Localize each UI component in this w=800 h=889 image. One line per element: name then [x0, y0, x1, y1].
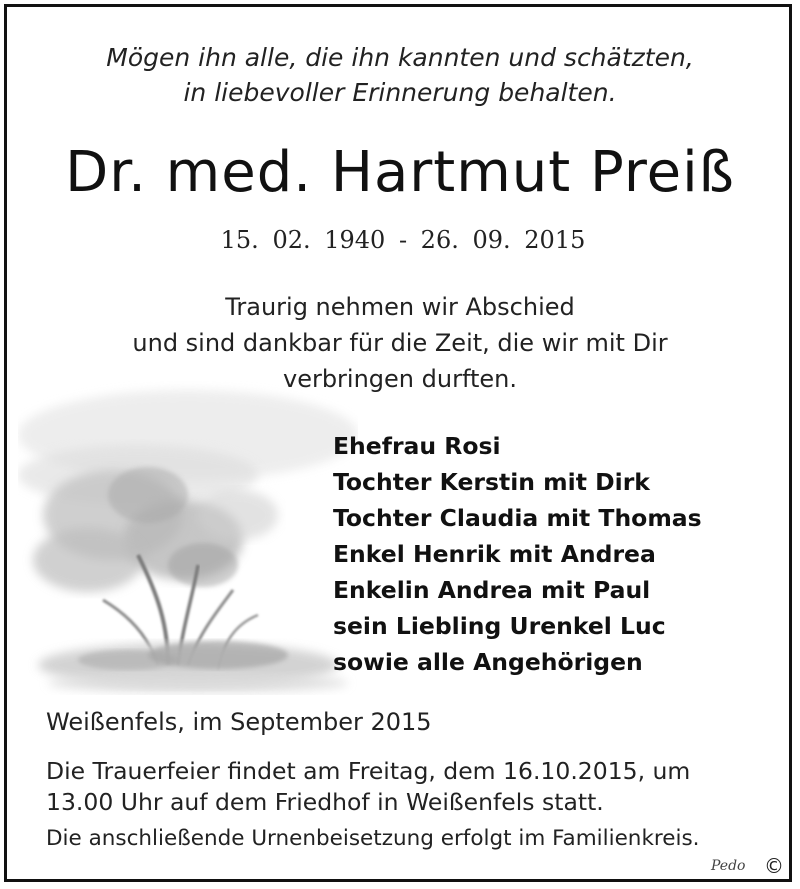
family-list: [333, 428, 702, 680]
life-dates: 15. 02. 1940 - 26. 09. 2015: [220, 226, 586, 254]
memorial-quote-line-2: in liebevoller Erinnerung behalten.: [183, 78, 617, 107]
family-member: sein Liebling Urenkel Luc: [333, 612, 666, 640]
place-and-date: Weißenfels, im September 2015: [46, 708, 432, 736]
farewell-line-3: verbringen durften.: [282, 365, 517, 393]
farewell-line-1: Traurig nehmen wir Abschied: [225, 293, 575, 321]
funeral-info-line-3: Die anschließende Urnenbeisetzung erfolgt im Familienkreis.: [46, 826, 700, 851]
family-member: Enkelin Andrea mit Paul: [333, 576, 651, 604]
funeral-info-line-1: Die Trauerfeier findet am Freitag, dem 16.10.2015, um: [46, 757, 691, 785]
funeral-info-line-2: 13.00 Uhr auf dem Friedhof in Weißenfels statt.: [46, 788, 604, 816]
family-member: sowie alle Angehörigen: [333, 648, 643, 676]
tree-landscape-icon: [18, 365, 358, 705]
family-member: Ehefrau Rosi: [333, 432, 501, 460]
copyright-icon: ©: [764, 854, 784, 878]
memorial-quote-line-1: Mögen ihn alle, die ihn kannten und schätzten,: [106, 43, 694, 72]
designer-signature: Pedo: [711, 858, 746, 874]
family-member: Enkel Henrik mit Andrea: [333, 540, 656, 568]
deceased-name: Dr. med. Hartmut Preiß: [65, 140, 735, 205]
family-member: Tochter Claudia mit Thomas: [333, 504, 702, 532]
family-member: Tochter Kerstin mit Dirk: [333, 468, 650, 496]
farewell-line-2: und sind dankbar für die Zeit, die wir mit Dir: [132, 329, 668, 357]
